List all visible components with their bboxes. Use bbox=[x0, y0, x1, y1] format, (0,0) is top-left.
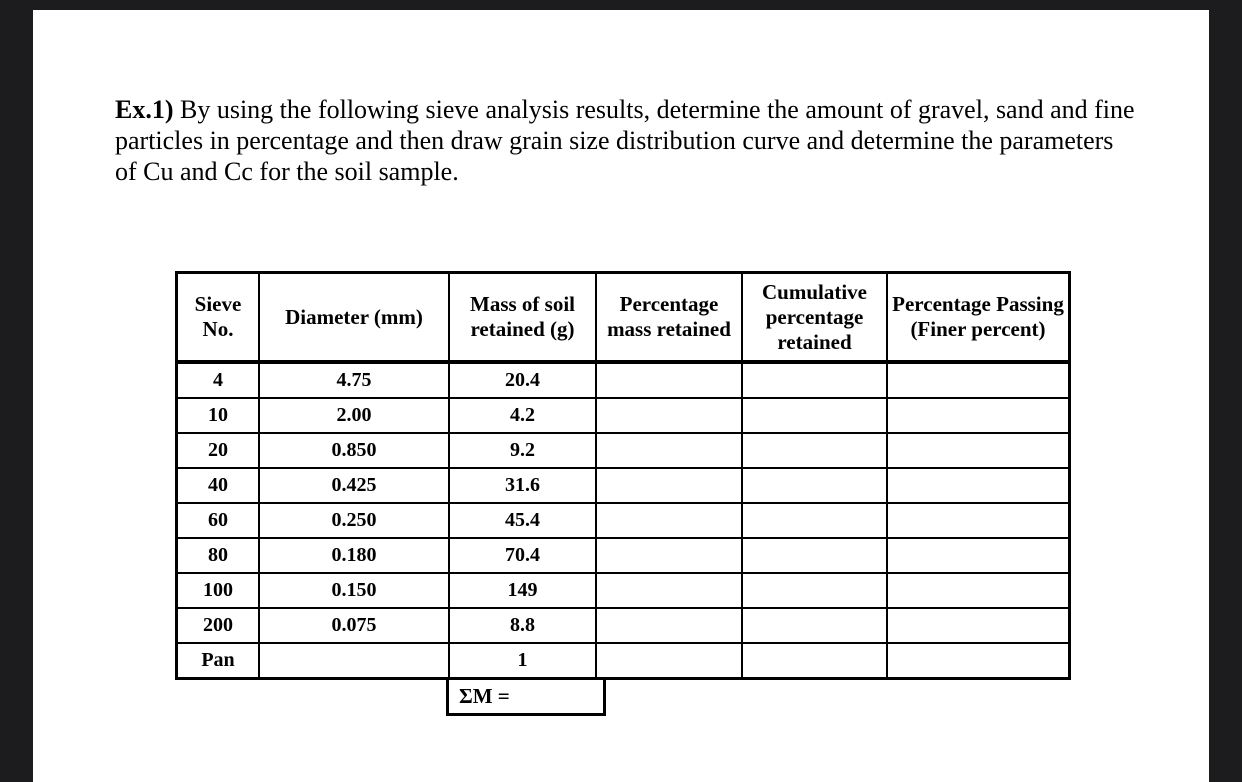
cell-pct-mass bbox=[597, 539, 743, 574]
cell-sieve: Pan bbox=[178, 644, 260, 677]
document-page bbox=[33, 10, 1209, 782]
cell-pct-passing bbox=[888, 644, 1068, 677]
header-diameter: Diameter (mm) bbox=[260, 274, 450, 364]
cell-mass: 31.6 bbox=[450, 469, 597, 504]
table-row bbox=[178, 399, 1068, 434]
cell-diameter: 0.180 bbox=[260, 539, 450, 574]
cell-pct-passing bbox=[888, 539, 1068, 574]
cell-cum-pct bbox=[743, 609, 888, 644]
cell-diameter: 0.150 bbox=[260, 574, 450, 609]
cell-pct-passing bbox=[888, 574, 1068, 609]
cell-diameter: 0.425 bbox=[260, 469, 450, 504]
cell-pct-mass bbox=[597, 434, 743, 469]
cell-sieve: 40 bbox=[178, 469, 260, 504]
cell-pct-passing bbox=[888, 504, 1068, 539]
cell-pct-passing bbox=[888, 609, 1068, 644]
cell-diameter: 0.250 bbox=[260, 504, 450, 539]
header-mass-retained: Mass of soil retained (g) bbox=[450, 274, 597, 364]
cell-sieve: 10 bbox=[178, 399, 260, 434]
cell-sieve: 4 bbox=[178, 364, 260, 399]
cell-mass: 149 bbox=[450, 574, 597, 609]
cell-cum-pct bbox=[743, 574, 888, 609]
cell-diameter: 4.75 bbox=[260, 364, 450, 399]
cell-mass: 8.8 bbox=[450, 609, 597, 644]
cell-pct-mass bbox=[597, 574, 743, 609]
question-label: Ex.1) bbox=[115, 95, 174, 124]
cell-sieve: 100 bbox=[178, 574, 260, 609]
cell-diameter: 0.850 bbox=[260, 434, 450, 469]
cell-sieve: 60 bbox=[178, 504, 260, 539]
cell-mass: 70.4 bbox=[450, 539, 597, 574]
cell-mass: 4.2 bbox=[450, 399, 597, 434]
table-row bbox=[178, 609, 1068, 644]
cell-cum-pct bbox=[743, 399, 888, 434]
cell-sieve: 80 bbox=[178, 539, 260, 574]
cell-cum-pct bbox=[743, 504, 888, 539]
cell-pct-mass bbox=[597, 504, 743, 539]
cell-cum-pct bbox=[743, 644, 888, 677]
header-percentage-passing: Percentage Passing (Finer percent) bbox=[888, 274, 1068, 364]
cell-cum-pct bbox=[743, 364, 888, 399]
cell-mass: 45.4 bbox=[450, 504, 597, 539]
cell-cum-pct bbox=[743, 469, 888, 504]
sum-mass-label: ΣM = bbox=[459, 684, 510, 708]
sieve-analysis-table bbox=[175, 271, 1071, 680]
cell-diameter: 0.075 bbox=[260, 609, 450, 644]
cell-diameter: 2.00 bbox=[260, 399, 450, 434]
cell-pct-mass bbox=[597, 469, 743, 504]
table-row bbox=[178, 539, 1068, 574]
header-percentage-mass-retained: Percentage mass retained bbox=[597, 274, 743, 364]
cell-sieve: 200 bbox=[178, 609, 260, 644]
cell-pct-mass bbox=[597, 364, 743, 399]
header-cumulative-percentage: Cumulative percentage retained bbox=[743, 274, 888, 364]
table-row bbox=[178, 574, 1068, 609]
cell-pct-passing bbox=[888, 399, 1068, 434]
cell-pct-mass bbox=[597, 399, 743, 434]
cell-mass: 1 bbox=[450, 644, 597, 677]
table-header-row bbox=[178, 274, 1068, 364]
cell-pct-passing bbox=[888, 364, 1068, 399]
table-row bbox=[178, 504, 1068, 539]
cell-pct-passing bbox=[888, 434, 1068, 469]
header-sieve-no: Sieve No. bbox=[178, 274, 260, 364]
table-row bbox=[178, 364, 1068, 399]
table-row bbox=[178, 469, 1068, 504]
cell-cum-pct bbox=[743, 539, 888, 574]
question-body: By using the following sieve analysis results, determine the amount of gravel, sand and fine particles in percentage and then draw grain size distribution curve and determine the parameters of Cu and Cc for the soil sample. bbox=[115, 95, 1135, 186]
cell-pct-passing bbox=[888, 469, 1068, 504]
cell-diameter bbox=[260, 644, 450, 677]
table-row bbox=[178, 434, 1068, 469]
cell-mass: 20.4 bbox=[450, 364, 597, 399]
sum-mass-box bbox=[446, 677, 606, 716]
cell-mass: 9.2 bbox=[450, 434, 597, 469]
cell-pct-mass bbox=[597, 609, 743, 644]
table-row bbox=[178, 644, 1068, 677]
cell-cum-pct bbox=[743, 434, 888, 469]
cell-pct-mass bbox=[597, 644, 743, 677]
question-text bbox=[115, 94, 1135, 187]
cell-sieve: 20 bbox=[178, 434, 260, 469]
